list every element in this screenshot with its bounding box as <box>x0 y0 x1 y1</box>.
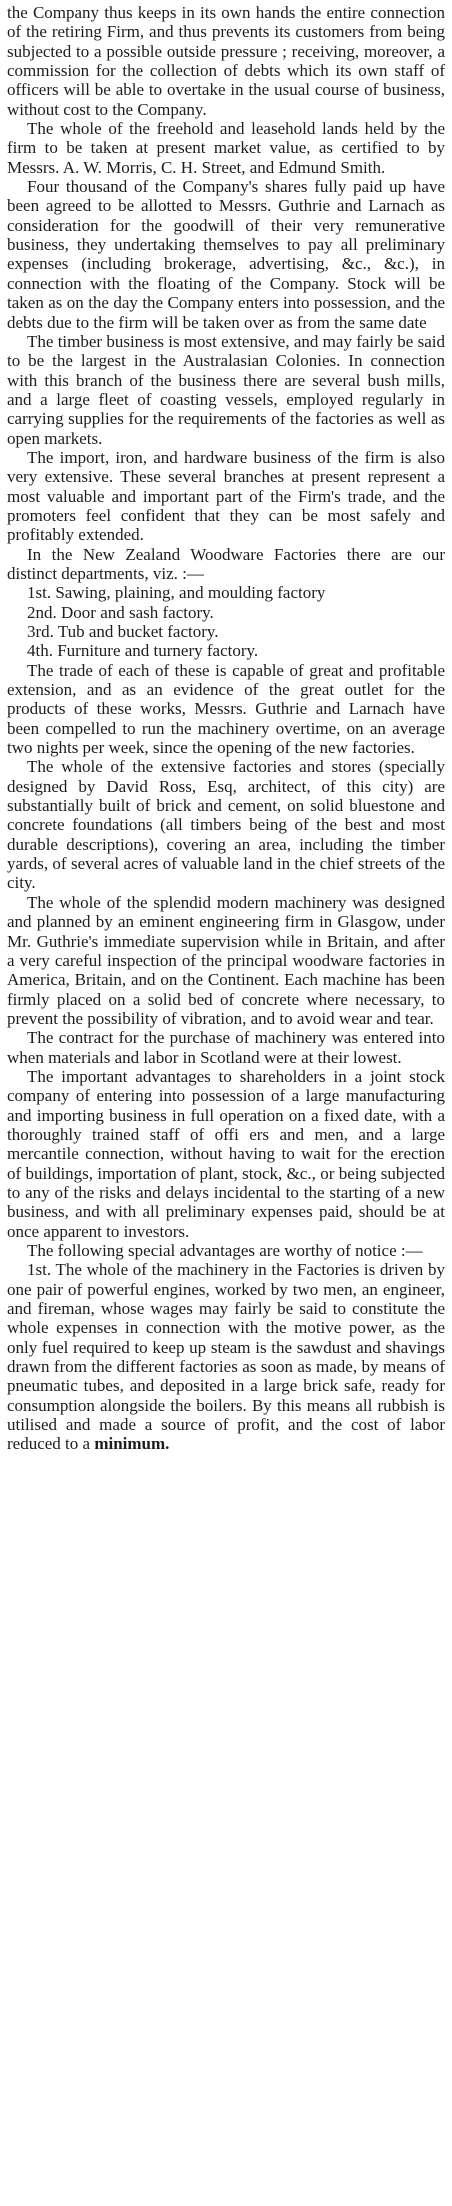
list-item: 1st. Sawing, plaining, and moulding factory <box>27 583 326 603</box>
paragraph-timber-business: The timber business is most extensive, and may fairly be said to be the largest in the Australasian Colonies. In connection with this branch of the business there are several bush mills, and a large fleet of coasting vessels, employed regularly in carrying supplies for the requirements of the factories as well as open markets. <box>7 331 445 448</box>
paragraph-shares: Four thousand of the Company's shares fully paid up have been agreed to be allotted to Messrs. Guthrie and Larnach as consideration for the goodwill of their very remunerative business, they undertaking themselves to pay all preliminary expenses (including brokerage, advertising, &c., &c.), in connection with the floating of the Company. Stock will be taken as on the day the Company enters into possession, and the debts due to the firm will be taken over as from the same date <box>7 177 445 332</box>
final-word: minimum. <box>94 1434 170 1454</box>
paragraph-engines <box>7 1260 445 1453</box>
list-item: 4th. Furniture and turnery factory. <box>27 641 259 661</box>
paragraph-company-connection: the Company thus keeps in its own hands the entire connection of the retiring Firm, and thus prevents its customers from being subjected to a possible outside pressure ; receiving, moreover, a commission for the collection of debts which its own staff of officers will be able to overtake in the usual course of business, without cost to the Company. <box>7 3 445 119</box>
paragraph-contract: The contract for the purchase of machinery was entered into when materials and labor in Scotland were at their lowest. <box>7 1028 445 1067</box>
engines-text: 1st. The whole of the machinery in the Factories is driven by one pair of powerful engines, worked by two men, an engineer, and fireman, whose wages may fairly be said to constitute the whole expenses in connection with the motive power, as the only fuel required to keep up steam is the sawdust and shavings drawn from the different factories as soon as made, by means of pneumatic tubes, and deposited in a large brick safe, ready for consumption alongside the boilers. By this means all rubbish is utilised and made a source of profit, and the cost of labor reduced to a <box>7 1260 445 1454</box>
paragraph-machinery: The whole of the splendid modern machinery was designed and planned by an eminent engineering firm in Glasgow, under Mr. Guthrie's immediate supervision while in Britain, and after a very careful inspection of the principal woodware factories in America, Britain, and on the Continent. Each machine has been firmly placed on a solid bed of concrete where necessary, to prevent the possibility of vibration, and to avoid wear and tear. <box>7 892 445 1028</box>
paragraph-woodware-intro: In the New Zealand Woodware Factories there are our distinct departments, viz. :— <box>7 544 445 583</box>
paragraph-shareholder-advantages: The important advantages to shareholders in a joint stock company of entering into possession of a large manufacturing and importing business in full operation on a fixed date, with a thoroughly trained staff of offi ers and men, and a large mercantile connection, without having to wait for the erection of buildings, importation of plant, stock, &c., or being subjected to any of the risks and delays incidental to the starting of a new business, and with all preliminary expenses paid, should be at once apparent to investors. <box>7 1066 445 1241</box>
departments-list <box>7 583 445 660</box>
list-item: 3rd. Tub and bucket factory. <box>27 622 219 641</box>
paragraph-trade-extension: The trade of each of these is capable of great and profitable extension, and as an evidence of the great outlet for the products of these works, Messrs. Guthrie and Larnach have been compelled to run the machinery overtime, on an average two nights per week, since the opening of the new factories. <box>7 660 445 758</box>
paragraph-special-advantages: The following special advantages are worthy of notice :— <box>27 1241 423 1260</box>
paragraph-factories-stores: The whole of the extensive factories and stores (specially designed by David Ross, Esq, architect, of this city) are substantially built of brick and cement, on solid bluestone and concrete foundations (all timbers being of the best and most durable descriptions), covering an area, including the timber yards, of several acres of valuable land in the chief streets of the city. <box>7 757 445 893</box>
list-item: 2nd. Door and sash factory. <box>27 602 214 622</box>
paragraph-import-business: The import, iron, and hardware business of the firm is also very extensive. These several branches at present represent a most valuable and important part of the Firm's trade, and the promoters feel confident that they can be most safely and profitably extended. <box>7 447 445 545</box>
paragraph-lands: The whole of the freehold and leasehold lands held by the firm to be taken at present market value, as certified to by Messrs. A. W. Morris, C. H. Street, and Edmund Smith. <box>7 119 445 177</box>
